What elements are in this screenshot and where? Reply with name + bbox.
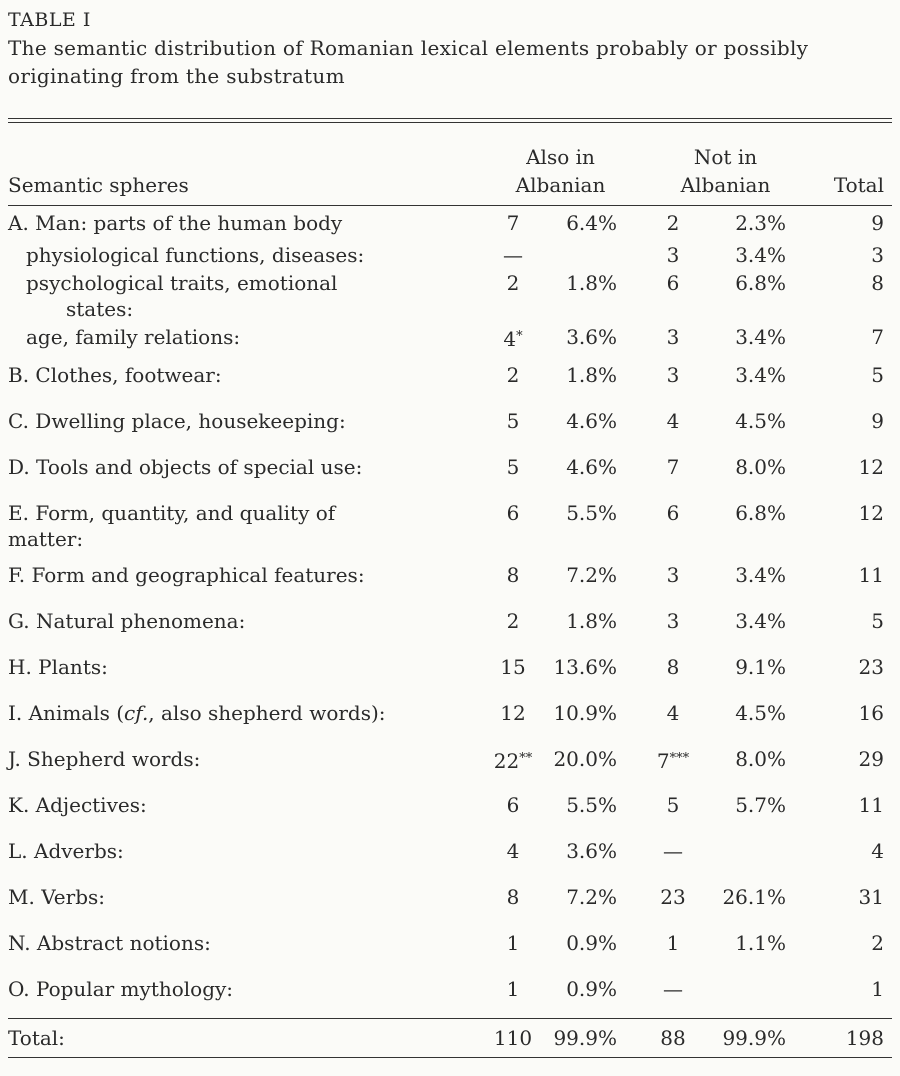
row-not-percent [703, 966, 808, 1012]
table-row [8, 206, 892, 240]
row-also-count: 4 [506, 839, 520, 863]
row-not-percent: 4.5% [735, 409, 786, 433]
footnote-mark: * [516, 329, 523, 344]
row-not-count: 3 [666, 363, 680, 387]
row-also-percent: 4.6% [566, 455, 617, 479]
row-also-percent [548, 240, 643, 268]
row-total: 1 [871, 977, 884, 1001]
row-also-percent: 7.2% [566, 885, 617, 909]
table-caption: The semantic distribution of Romanian lexical elements probably or possibly originating from the substratum [8, 36, 809, 88]
header-total: Total [833, 173, 884, 197]
row-not-count: — [663, 977, 683, 1001]
bottom-rule [8, 1057, 892, 1058]
row-sphere-line1: psychological traits, emotional [26, 271, 338, 295]
table-row [8, 874, 892, 920]
row-also-percent: 5.5% [566, 793, 617, 817]
table-row [8, 598, 892, 644]
distribution-table-body [8, 206, 892, 1012]
row-sphere: L. Adverbs: [8, 839, 124, 863]
row-not-count: 23 [660, 885, 686, 909]
table-row [8, 828, 892, 874]
row-total: 9 [871, 211, 884, 235]
row-not-percent: 8.0% [735, 455, 786, 479]
row-not-count: 7 [666, 455, 680, 479]
row-also-percent: 4.6% [566, 409, 617, 433]
header-also-in-albanian [478, 123, 643, 205]
footnote-mark: ** [519, 751, 533, 766]
row-also-count: 5 [506, 455, 520, 479]
table-row [8, 268, 892, 322]
row-not-count: 4 [666, 701, 680, 725]
row-not-count: 1 [666, 931, 680, 955]
totals-not-count: 88 [660, 1026, 686, 1050]
row-sphere [8, 268, 478, 322]
row-not-percent: 2.3% [735, 211, 786, 235]
row-also-percent: 3.6% [566, 325, 617, 349]
row-not-count: 3 [666, 609, 680, 633]
row-total: 2 [871, 931, 884, 955]
row-not-count: 6 [666, 501, 680, 525]
row-also-count: — [503, 243, 523, 267]
row-not-percent: 8.0% [735, 747, 786, 771]
table-row [8, 444, 892, 490]
row-also-count: 5 [506, 409, 520, 433]
count-value: 4 [503, 327, 517, 351]
header-semantic-spheres: Semantic spheres [8, 173, 189, 197]
footnote-mark: *** [669, 751, 690, 766]
row-sphere-line2: matter: [8, 527, 84, 551]
totals-table [8, 1019, 892, 1057]
row-not-count: 3 [666, 243, 680, 267]
table-row [8, 352, 892, 398]
header-row [8, 123, 892, 205]
row-sphere: age, family relations: [26, 325, 241, 349]
row-also-percent: 10.9% [553, 701, 617, 725]
row-also-count: 6 [506, 501, 520, 525]
table-row [8, 322, 892, 352]
row-also-count: 8 [506, 885, 520, 909]
header-not-in-albanian [643, 123, 808, 205]
row-sphere-pre: I. Animals ( [8, 701, 125, 725]
row-sphere: physiological functions, diseases: [26, 243, 365, 267]
totals-also-count: 110 [493, 1026, 533, 1050]
row-not-percent: 6.8% [735, 501, 786, 525]
table-row [8, 966, 892, 1012]
row-not-count: 6 [666, 271, 680, 295]
row-total: 29 [858, 747, 884, 771]
header-not-line1: Not in [693, 145, 758, 169]
row-sphere: A. Man: parts of the human body [8, 211, 343, 235]
row-sphere: B. Clothes, footwear: [8, 363, 222, 387]
row-total: 11 [858, 563, 884, 587]
row-sphere: C. Dwelling place, housekeeping: [8, 409, 346, 433]
row-also-percent: 6.4% [566, 211, 617, 235]
row-also-percent: 1.8% [566, 271, 617, 295]
row-also-count [478, 736, 548, 782]
row-total: 16 [858, 701, 884, 725]
row-sphere: O. Popular mythology: [8, 977, 234, 1001]
table-row [8, 644, 892, 690]
totals-label: Total: [8, 1026, 65, 1050]
row-also-count: 8 [506, 563, 520, 587]
row-also-percent: 3.6% [566, 839, 617, 863]
row-not-percent: 5.7% [735, 793, 786, 817]
table-row [8, 240, 892, 268]
row-also-count: 2 [506, 609, 520, 633]
row-sphere-line1: E. Form, quantity, and quality of [8, 501, 336, 525]
row-total: 5 [871, 363, 884, 387]
row-also-percent: 5.5% [566, 501, 617, 525]
row-not-count: 3 [666, 563, 680, 587]
row-total: 8 [871, 271, 884, 295]
row-also-count [478, 322, 548, 352]
row-total: 7 [871, 325, 884, 349]
row-sphere: J. Shepherd words: [8, 747, 201, 771]
table-row [8, 782, 892, 828]
header-also-line1: Also in [526, 145, 595, 169]
row-sphere: K. Adjectives: [8, 793, 147, 817]
table-row [8, 398, 892, 444]
row-not-percent: 3.4% [735, 243, 786, 267]
row-not-percent: 26.1% [722, 885, 786, 909]
row-sphere-post: , also shepherd words): [148, 701, 386, 725]
row-also-percent: 7.2% [566, 563, 617, 587]
row-also-percent: 1.8% [566, 609, 617, 633]
row-also-percent: 20.0% [553, 747, 617, 771]
table-row [8, 552, 892, 598]
row-not-percent: 6.8% [735, 271, 786, 295]
row-also-count: 2 [506, 271, 520, 295]
row-sphere-line2: states: [66, 297, 134, 321]
row-sphere [8, 690, 478, 736]
row-sphere: M. Verbs: [8, 885, 106, 909]
row-sphere: H. Plants: [8, 655, 108, 679]
row-total: 3 [871, 243, 884, 267]
row-not-count: 5 [666, 793, 680, 817]
row-sphere: N. Abstract notions: [8, 931, 211, 955]
table-row [8, 920, 892, 966]
row-total: 31 [858, 885, 884, 909]
row-not-count [643, 736, 703, 782]
row-not-percent: 4.5% [735, 701, 786, 725]
row-also-count: 1 [506, 977, 520, 1001]
row-not-percent: 3.4% [735, 609, 786, 633]
row-also-count: 2 [506, 363, 520, 387]
row-sphere: F. Form and geographical features: [8, 563, 365, 587]
row-not-percent: 3.4% [735, 563, 786, 587]
row-total: 4 [871, 839, 884, 863]
row-not-percent: 9.1% [735, 655, 786, 679]
count-value: 22 [493, 749, 520, 773]
row-total: 9 [871, 409, 884, 433]
row-also-count: 1 [506, 931, 520, 955]
table-row [8, 690, 892, 736]
row-not-percent [703, 828, 808, 874]
table-label: TABLE I [8, 9, 91, 31]
row-not-count: 3 [666, 325, 680, 349]
row-also-count: 6 [506, 793, 520, 817]
row-also-count: 15 [500, 655, 526, 679]
row-total: 11 [858, 793, 884, 817]
row-also-count: 7 [506, 211, 520, 235]
row-not-count: 8 [666, 655, 680, 679]
row-total: 23 [858, 655, 884, 679]
row-also-percent: 1.8% [566, 363, 617, 387]
header-not-line2: Albanian [680, 173, 771, 197]
table-row [8, 490, 892, 552]
distribution-table [8, 123, 892, 205]
header-also-line2: Albanian [515, 173, 606, 197]
row-not-count: — [663, 839, 683, 863]
totals-row [8, 1019, 892, 1057]
row-not-count: 2 [666, 211, 680, 235]
row-sphere: G. Natural phenomena: [8, 609, 246, 633]
count-value: 7 [656, 749, 670, 773]
row-not-percent: 3.4% [735, 325, 786, 349]
row-sphere [8, 490, 478, 552]
document-page [8, 0, 892, 1058]
totals-not-percent: 99.9% [722, 1026, 786, 1050]
row-also-percent: 0.9% [566, 931, 617, 955]
row-also-percent: 13.6% [553, 655, 617, 679]
row-not-percent: 1.1% [735, 931, 786, 955]
table-row [8, 736, 892, 782]
row-also-percent: 0.9% [566, 977, 617, 1001]
totals-also-percent: 99.9% [553, 1026, 617, 1050]
totals-grand-total: 198 [845, 1026, 884, 1050]
row-total: 12 [858, 455, 884, 479]
row-total: 12 [858, 501, 884, 525]
row-not-count: 4 [666, 409, 680, 433]
row-sphere: D. Tools and objects of special use: [8, 455, 363, 479]
row-total: 5 [871, 609, 884, 633]
row-not-percent: 3.4% [735, 363, 786, 387]
row-also-count: 12 [500, 701, 526, 725]
row-sphere-italic: cf. [124, 701, 149, 725]
